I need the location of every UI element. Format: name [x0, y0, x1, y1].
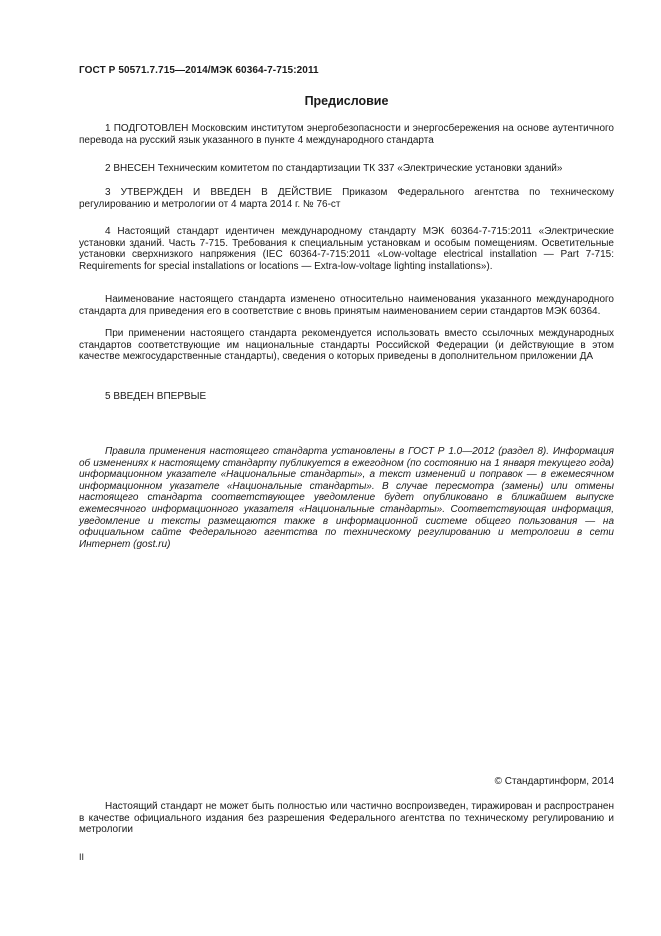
paragraph-references: При применении настоящего стандарта рекомендуется использовать вместо ссылочных международных стандартов соответствующие им национальные стандарты Российской Федерации (и действующие в этом качестве межгосударственные стандарты), сведения о которых приведены в дополнительном приложении ДА — [79, 328, 614, 363]
reproduction-notice: Настоящий стандарт не может быть полностью или частично воспроизведен, тиражирован и распространен в качестве официального издания без разрешения Федерального агентства по техническому регулированию и метрологии — [79, 801, 614, 836]
item-approved: 3 УТВЕРЖДЕН И ВВЕДЕН В ДЕЙСТВИЕ Приказом Федерального агентства по техническому регулированию и метрологии от 4 марта 2014 г. № 76-ст — [79, 187, 614, 210]
paragraph-name-change: Наименование настоящего стандарта изменено относительно наименования указанного международного стандарта для приведения его в соответствие с вновь принятым наименованием серии стандартов МЭК 60364. — [79, 294, 614, 317]
item-first-introduced: 5 ВВЕДЕН ВПЕРВЫЕ — [105, 391, 207, 402]
application-notice: Правила применения настоящего стандарта установлены в ГОСТ Р 1.0—2012 (раздел 8). Информация об изменениях к настоящему стандарту публикуется в ежегодном (по состоянию на 1 января текущего года) информационном указателе «Национальные стандарты», а текст изменений и поправок — в ежемесячном информационном указателе «Национальные стандарты». В случае пересмотра (замены) или отмены настоящего стандарта соответствующее уведомление будет опубликовано в ближайшем выпуске ежемесячного информационного указателя «Национальные стандарты». Соответствующая информация, уведомление и тексты размещаются также в информационной системе общего пользования — на официальном сайте Федерального агентства по техническому регулированию и метрологии в сети Интернет (gost.ru) — [79, 446, 614, 550]
standard-code-header: ГОСТ Р 50571.7.715—2014/МЭК 60364-7-715:2011 — [79, 65, 319, 76]
item-introduced: 2 ВНЕСЕН Техническим комитетом по стандартизации ТК 337 «Электрические установки зданий» — [105, 163, 563, 174]
page-number: II — [79, 852, 85, 862]
item-identical: 4 Настоящий стандарт идентичен международному стандарту МЭК 60364-7-715:2011 «Электрические установки зданий. Часть 7-715. Требования к специальным установкам и особым помещениям. Осветительные установки сверхнизкого напряжения (IEC 60364-7-715:2011 «Low-voltage electrical installation — Part 7-715: Requirements for special installations or locations — Extra-low-voltage lighting installations»). — [79, 226, 614, 272]
item-prepared: 1 ПОДГОТОВЛЕН Московским институтом энергобезопасности и энергосбережения на основе аутентичного перевода на русский язык указанного в пункте 4 международного стандарта — [79, 123, 614, 146]
copyright-line: © Стандартинформ, 2014 — [494, 776, 614, 787]
page-title: Предисловие — [304, 94, 389, 108]
